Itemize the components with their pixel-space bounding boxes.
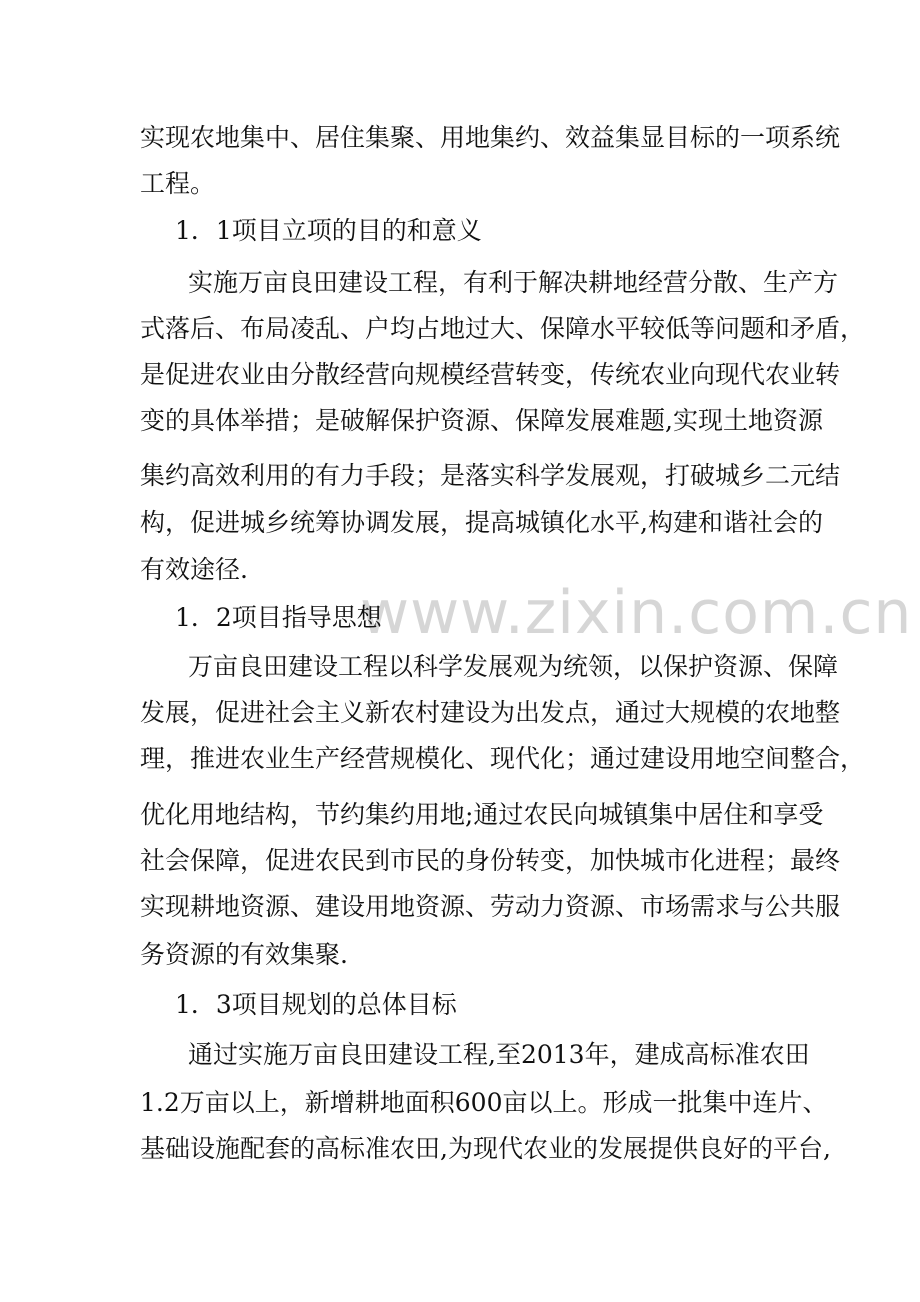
paragraph-line: 工程。 <box>140 169 216 198</box>
paragraph-line: 实现农地集中、居住集聚、用地集约、效益集显目标的一项系统 <box>140 123 841 152</box>
paragraph-line: 万亩良田建设工程以科学发展观为统领，以保护资源、保障 <box>188 652 839 681</box>
paragraph-line: 是促进农业由分散经营向规模经营转变，传统农业向现代农业转 <box>140 360 841 389</box>
section-heading-1-3: 1．3项目规划的总体目标 <box>175 990 457 1019</box>
paragraph-line: 变的具体举措；是破解保护资源、保障发展难题,实现土地资源 <box>140 406 823 435</box>
paragraph-line: 理，推进农业生产经营规模化、现代化；通过建设用地空间整合， <box>140 744 866 773</box>
paragraph-line: 实施万亩良田建设工程，有利于解决耕地经营分散、生产方 <box>188 268 839 297</box>
paragraph-line: 社会保障，促进农民到市民的身份转变，加快城市化进程；最终 <box>140 846 841 875</box>
watermark-text: www.zixin.com.cn <box>360 578 913 648</box>
paragraph-line: 构，促进城乡统筹协调发展，提高城镇化水平,构建和谐社会的 <box>140 508 823 537</box>
paragraph-line: 有效途径. <box>140 555 248 584</box>
paragraph-line: 通过实施万亩良田建设工程,至2013年，建成高标准农田 <box>188 1040 810 1069</box>
section-heading-1-1: 1．1项目立项的目的和意义 <box>175 216 482 245</box>
paragraph-line: 务资源的有效集聚. <box>140 940 348 969</box>
paragraph-line: 集约高效利用的有力手段；是落实科学发展观，打破城乡二元结 <box>140 461 841 490</box>
paragraph-line: 优化用地结构，节约集约用地;通过农民向城镇集中居住和享受 <box>140 800 824 829</box>
paragraph-line: 1.2万亩以上，新增耕地面积600亩以上。形成一批集中连片、 <box>140 1088 828 1117</box>
paragraph-line: 式落后、布局凌乱、户均占地过大、保障水平较低等问题和矛盾， <box>140 314 866 343</box>
paragraph-line: 发展，促进社会主义新农村建设为出发点，通过大规模的农地整 <box>140 698 841 727</box>
paragraph-line: 基础设施配套的高标准农田,为现代农业的发展提供良好的平台, <box>140 1134 831 1163</box>
section-heading-1-2: 1．2项目指导思想 <box>175 603 382 632</box>
paragraph-line: 实现耕地资源、建设用地资源、劳动力资源、市场需求与公共服 <box>140 892 841 921</box>
